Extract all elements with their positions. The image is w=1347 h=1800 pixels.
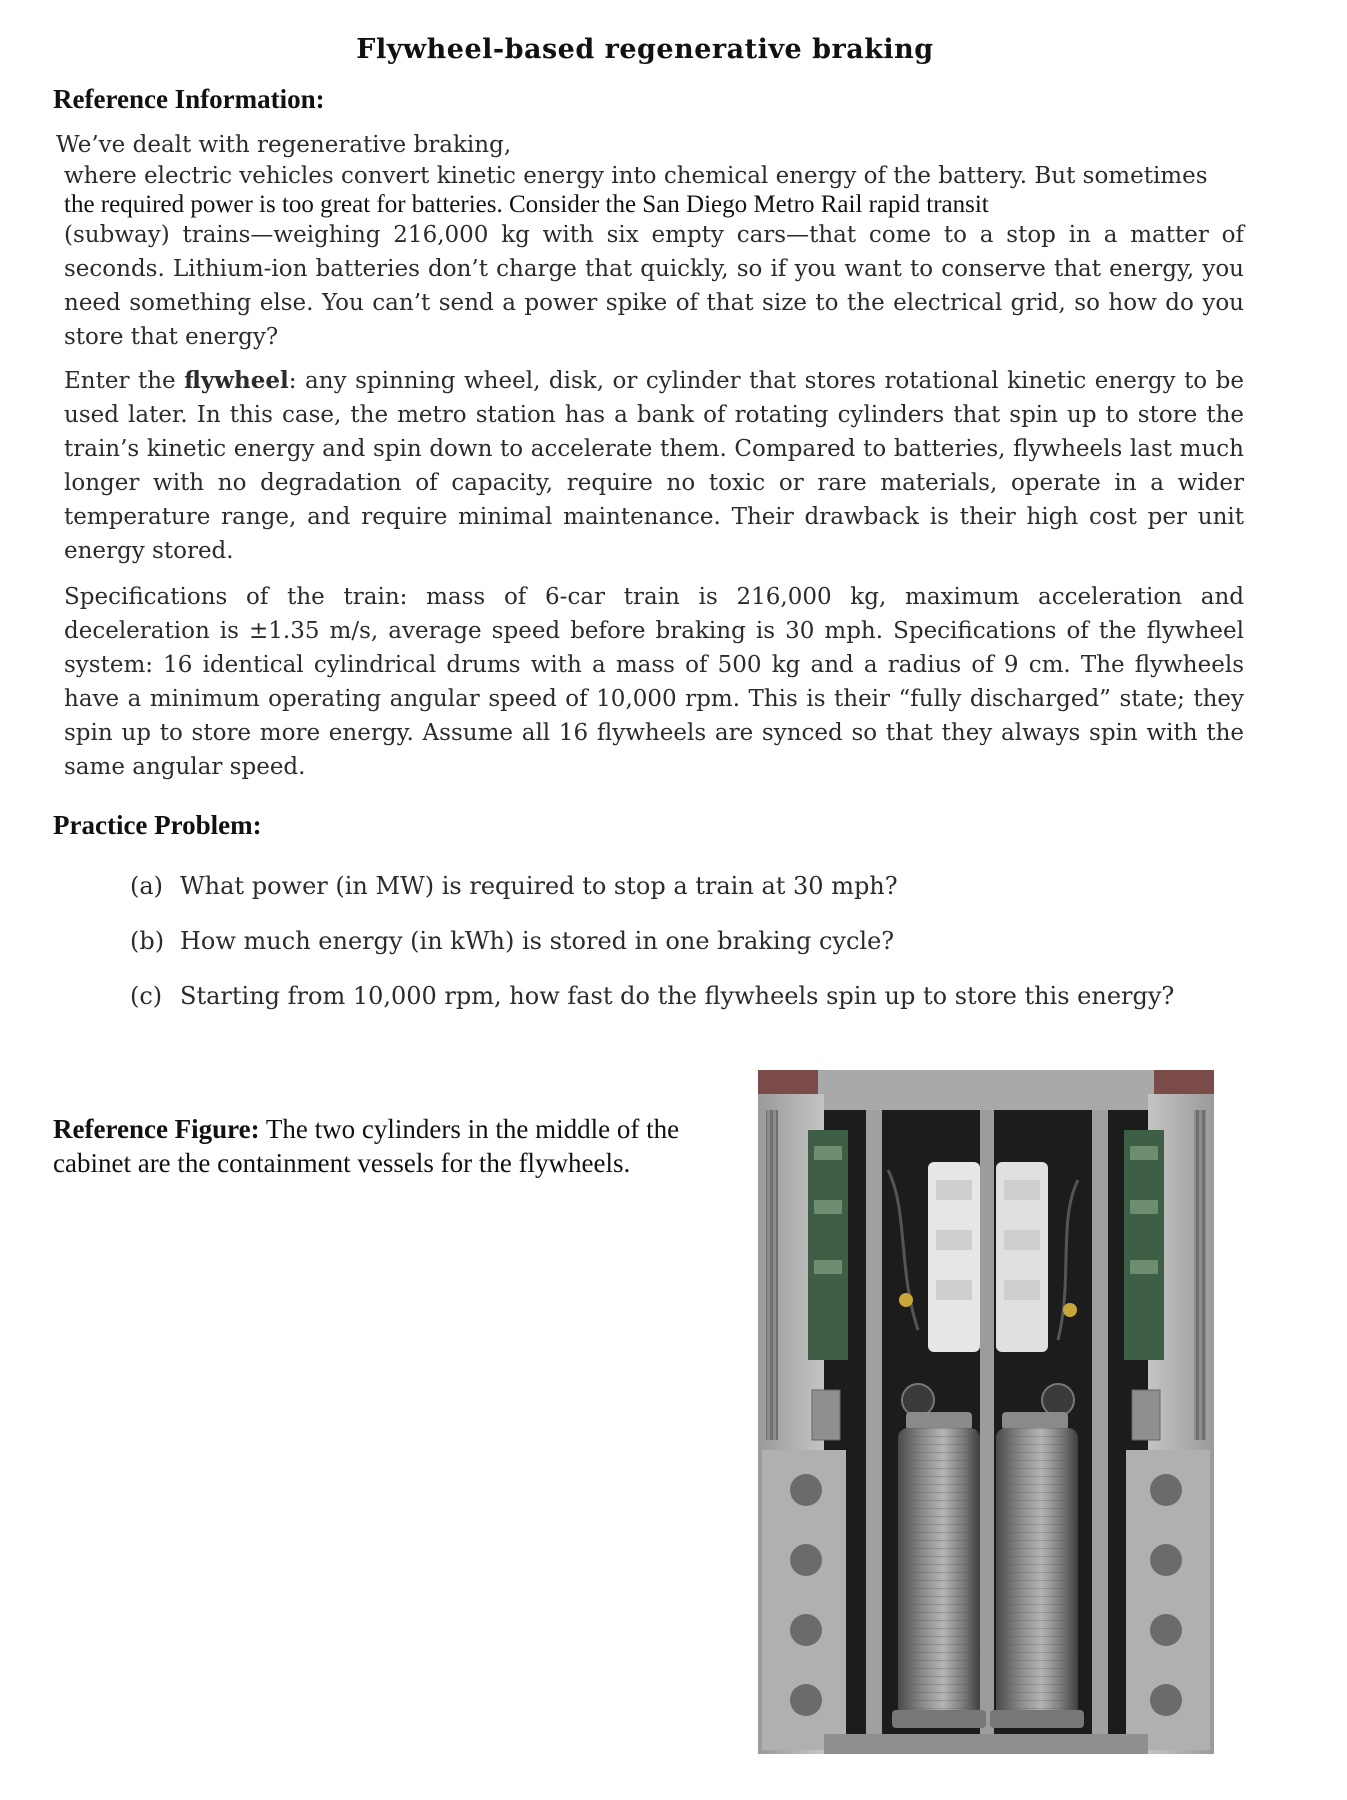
intro-line-2: where electric vehicles convert kinetic energy into chemical energy of the battery. But sometimes [64,163,1208,189]
question-b-text: How much energy (in kWh) is stored in one braking cycle? [180,927,895,955]
flywheel-paragraph-body: : any spinning wheel, disk, or cylinder that stores rotational kinetic energy to be used later. In this case, the metro station has a bank of rotating cylinders that spin up to store the train’s kinetic energy and spin down to accelerate them. Compared to batteries, flywheels last much longer with no degradation of capacity, require no toxic or rare materials, operate in a wider temperature range, and require minimal maintenance. Their drawback is their high cost per unit energy stored. [64,368,1245,564]
flywheel-cabinet-illustration [758,1070,1214,1754]
figure-caption [53,1112,693,1180]
figure-caption-text: The two cylinders in the middle of the cabinet are the containment vessels for the flywheels. [53,1114,680,1178]
practice-problem-heading: Practice Problem: [53,810,262,840]
question-b-label: (b) [130,927,165,955]
question-c-label: (c) [130,982,163,1010]
question-a-label: (a) [130,872,164,900]
flywheel-paragraph [64,364,1244,568]
reference-information-heading: Reference Information: [53,84,325,114]
flywheel-cabinet-photo [758,1070,1214,1754]
question-a-text: What power (in MW) is required to stop a train at 30 mph? [180,872,898,900]
intro-paragraph-continuation: (subway) trains—weighing 216,000 kg with six empty cars—that come to a stop in a matter of seconds. Lithium-ion batteries don’t charge that quickly, so if you want to conserve that energy, you need something else. You can’t send a power spike of that size to the electrical grid, so how do you store that energy? [64,222,1244,350]
intro-line-3: the required power is too great for batteries. Consider the San Diego Metro Rail rapid transit [64,191,989,218]
document-title: Flywheel-based regenerative braking [356,34,934,65]
specifications-paragraph: Specifications of the train: mass of 6-car train is 216,000 kg, maximum acceleration and deceleration is ±1.35 m/s, average speed before braking is 30 mph. Specifications of the flywheel system: 16 identical cylindrical drums with a mass of 500 kg and a radius of 9 cm. The flywheels have a minimum operating angular speed of 10,000 rpm. This is their “fully discharged” state; they spin up to store more energy. Assume all 16 flywheels are synced so that they always spin with the same angular speed. [64,584,1244,780]
question-a [130,872,898,900]
figure-caption-label: Reference Figure: [53,1114,260,1144]
question-c-text: Starting from 10,000 rpm, how fast do the flywheels spin up to store this energy? [180,982,1175,1010]
question-c [130,982,1174,1010]
intro-line-1: We’ve dealt with regenerative braking, [56,132,512,158]
flywheel-term: flywheel [184,367,289,394]
flywheel-paragraph-lead: Enter the [64,368,185,394]
question-b [130,927,894,955]
